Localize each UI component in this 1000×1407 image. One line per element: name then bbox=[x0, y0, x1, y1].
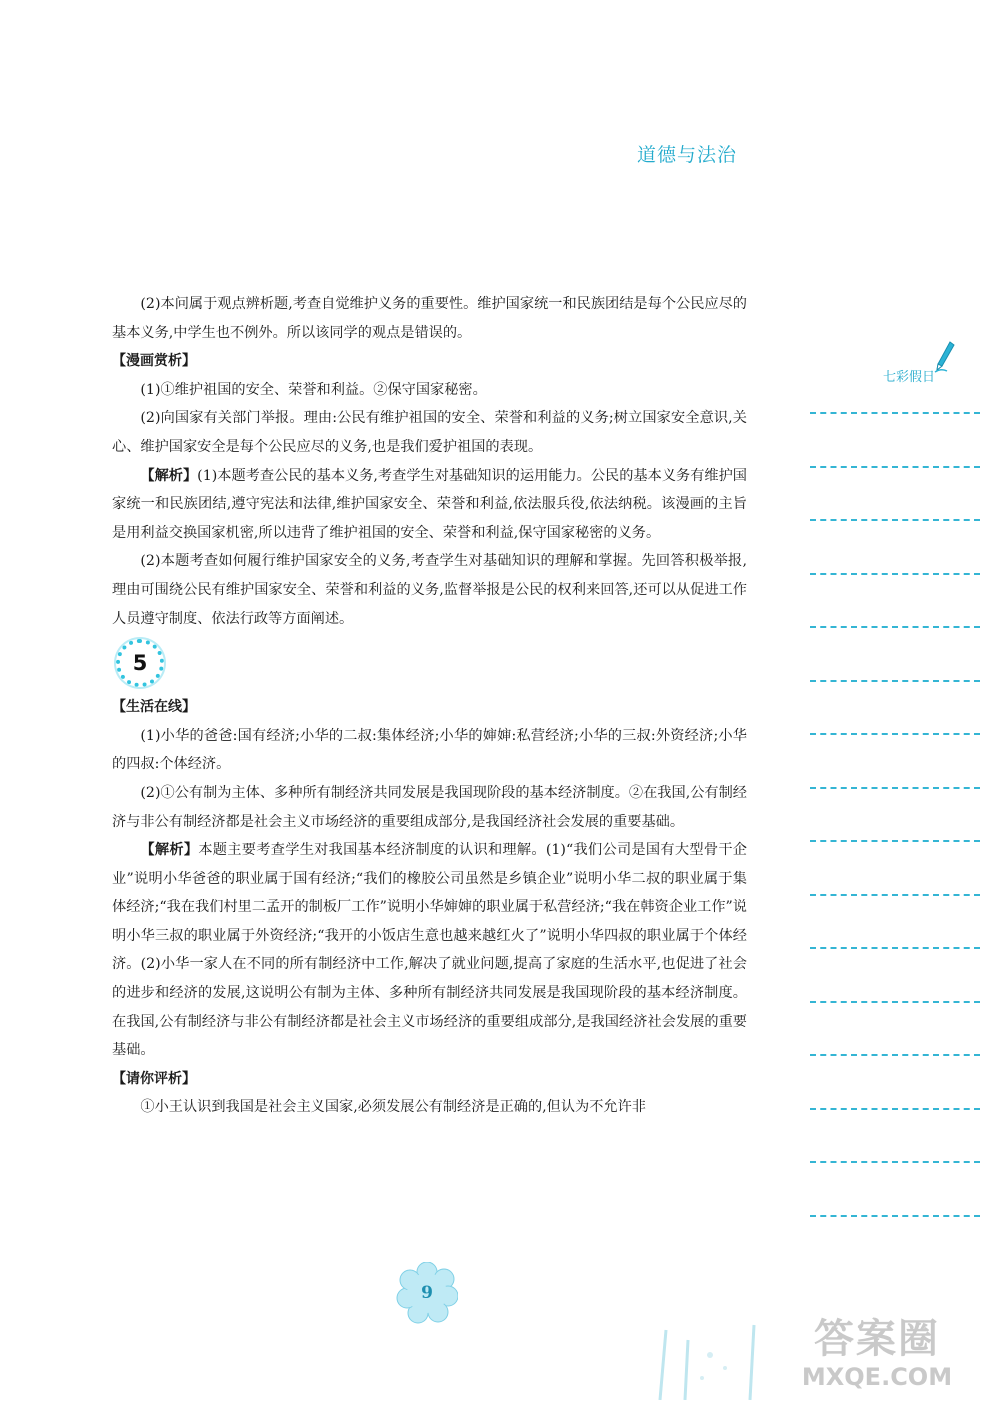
section-heading-qingni: 【请你评析】 bbox=[112, 1070, 196, 1087]
paragraph: (2)本问属于观点辨析题,考查自觉维护义务的重要性。维护国家统一和民族团结是每个公民应尽的基本义务,中学生也不例外。所以该同学的观点是错误的。 bbox=[112, 296, 747, 341]
sidebar-label: 七彩假日 bbox=[883, 370, 936, 385]
note-line bbox=[810, 1161, 980, 1163]
note-line bbox=[810, 466, 980, 468]
watermark bbox=[762, 1315, 992, 1391]
analysis-tag: 【解析】 bbox=[140, 467, 198, 484]
analysis-tag: 【解析】 bbox=[140, 842, 199, 859]
paragraph: ①小王认识到我国是社会主义国家,必须发展公有制经济是正确的,但认为不允许非 bbox=[140, 1099, 646, 1116]
page-number: 9 bbox=[421, 1283, 433, 1303]
note-line bbox=[810, 573, 980, 575]
note-line bbox=[810, 1108, 980, 1110]
paragraph: (1)小华的爸爸:国有经济;小华的二叔:集体经济;小华的婶婶:私营经济;小华的三叔:外资经济;小华的四叔:个体经济。 bbox=[112, 727, 747, 773]
note-line bbox=[810, 947, 980, 949]
note-line bbox=[810, 894, 980, 896]
watermark-url: MXQE.COM bbox=[801, 1363, 953, 1391]
watermark-logo: 答案圈 bbox=[814, 1316, 940, 1362]
unit-number-badge: 5 bbox=[116, 639, 164, 687]
decoration-icon bbox=[640, 1300, 770, 1400]
subject-title: 道德与法治 bbox=[637, 144, 738, 166]
paragraph: (2)向国家有关部门举报。理由:公民有维护祖国的安全、荣誉和利益的义务;树立国家安全意识,关心、维护国家安全是每个公民应尽的义务,也是我们爱护祖国的表现。 bbox=[112, 410, 747, 455]
note-line bbox=[810, 787, 980, 789]
note-line bbox=[810, 1001, 980, 1003]
page-number-badge bbox=[396, 1262, 458, 1324]
note-line bbox=[810, 626, 980, 628]
answer-content bbox=[112, 290, 747, 1122]
pencil-icon bbox=[933, 340, 957, 374]
paragraph: (2)本题考查如何履行维护国家安全的义务,考查学生对基础知识的理解和掌握。先回答积极举报,理由可围绕公民有维护国家安全、荣誉和利益的义务,监督举报是公民的权利来回答,还可以从促进工作人员遵守制度、依法行政等方面阐述。 bbox=[112, 553, 747, 627]
paragraph bbox=[112, 836, 747, 1065]
note-line bbox=[810, 1215, 980, 1217]
paragraph: (2)①公有制为主体、多种所有制经济共同发展是我国现阶段的基本经济制度。②在我国,公有制经济与非公有制经济都是社会主义市场经济的重要组成部分,是我国经济社会发展的重要基础。 bbox=[112, 784, 747, 830]
note-line bbox=[810, 680, 980, 682]
paragraph bbox=[112, 462, 747, 548]
note-line bbox=[810, 1054, 980, 1056]
paragraph-text: 本题主要考查学生对我国基本经济制度的认识和理解。(1)“我们公司是国有大型骨干企业”说明小华爸爸的职业属于国有经济;“我们的橡胶公司虽然是乡镇企业”说明小华二叔的职业属于集体经济;“我在我们村里二孟开的制板厂工作”说明小华婶婶的职业属于私营经济;“我在韩资企业工作”说明小华三叔的职业属于外资经济;“我开的小饭店生意也越来越红火了”说明小华四叔的职业属于个体经济。(2)小华一家人在不同的所有制经济中工作,解决了就业问题,提高了家庭的生活水平,也促进了社会的进步和经济的发展,这说明公有制为主体、多种所有制经济共同发展是我国现阶段的基本经济制度。在我国,公有制经济与非公有制经济都是社会主义市场经济的重要组成部分,是我国经济社会发展的重要基础。 bbox=[112, 842, 747, 1059]
note-line bbox=[810, 519, 980, 521]
paragraph-text: (1)本题考查公民的基本义务,考查学生对基础知识的运用能力。公民的基本义务有维护国家统一和民族团结,遵守宪法和法律,维护国家安全、荣誉和利益,依法服兵役,依法纳税。该漫画的主旨是用利益交换国家机密,所以违背了维护祖国的安全、荣誉和利益,保守国家秘密的义务。 bbox=[112, 467, 747, 541]
paragraph: (1)①维护祖国的安全、荣誉和利益。②保守国家秘密。 bbox=[140, 381, 487, 398]
note-line bbox=[810, 733, 980, 735]
section-heading-manhua: 【漫画赏析】 bbox=[112, 353, 196, 370]
note-line bbox=[810, 412, 980, 414]
unit-badge-row bbox=[112, 633, 747, 693]
section-heading-shenghuo: 【生活在线】 bbox=[112, 699, 196, 716]
note-line bbox=[810, 840, 980, 842]
note-lines bbox=[810, 412, 980, 1268]
